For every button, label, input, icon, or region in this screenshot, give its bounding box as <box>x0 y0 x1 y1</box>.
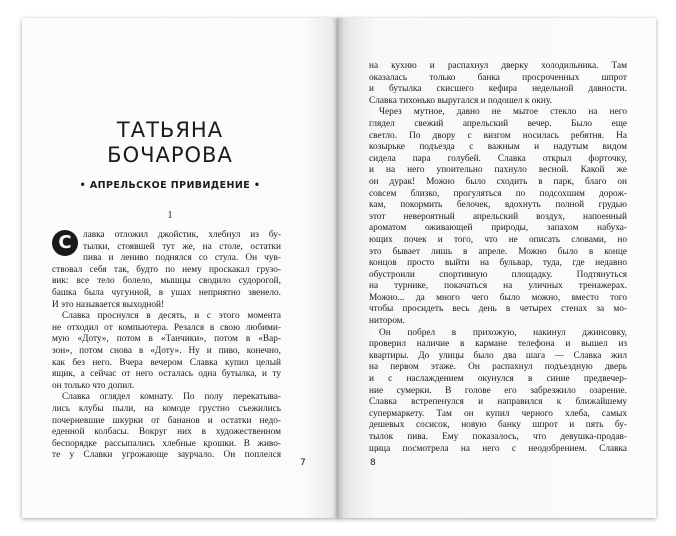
text-line: оказалась только банка просроченных шпрот <box>369 72 627 83</box>
text-line: Славка проснулся в десять, и с этого момента <box>62 311 281 322</box>
text-line: Славка встрепенулся и направился к ближайшему <box>369 397 627 408</box>
text-line: мую «Доту», потом в «Танчики», потом в «Вар- <box>52 334 281 345</box>
text-line: лавка отложил джойстик, хлебнул из бу- <box>83 230 281 240</box>
text-line: проверил наличие в кармане телефона и вышел из <box>369 339 627 350</box>
text-line: сидела пара голубей. Славка открыл форточку, <box>369 153 627 164</box>
page-number-left: 7 <box>300 458 306 468</box>
drop-cap: С <box>52 230 78 256</box>
text-line: и с наслаждением окунулся в синие предвечер- <box>369 374 627 385</box>
text-line: и бутылка скисшего кефира недельной давности. <box>369 84 627 95</box>
page-number-right: 8 <box>370 458 376 468</box>
text-line: зон», потом снова в «Доту». Ну и пиво, конечно, <box>52 345 281 356</box>
chapter-number: 1 <box>167 210 173 221</box>
text-line: те у Славки угрожающе заурчало. Он поплелся <box>52 450 281 461</box>
text-line: кам, покормить белочек, вдохнуть полной грудью <box>369 200 627 211</box>
text-line: ствовал себя так, будто по нему проскакал грузо- <box>52 264 281 275</box>
story-title: • АПРЕЛЬСКОЕ ПРИВИДЕНИЕ • <box>79 180 261 191</box>
text-line: светло. По двору с визгом носилась ребятня. На <box>369 130 627 141</box>
text-line: на кухню и распахнул дверку холодильника. Там <box>369 61 627 71</box>
text-line: концов просто выйти на бульвар, туда, где недавно <box>369 258 627 269</box>
text-line: дешевых сосисок, новую банку шпрот и пять бу- <box>369 420 627 431</box>
text-line: Можно... да много чего было можно, вместо того <box>369 292 627 303</box>
text-line: еденной колбасы. Вокруг них в художественном <box>52 427 281 438</box>
text-line: глядел свежий апрельский вечер. Было еще <box>369 118 627 129</box>
text-line: обустроили спортивную площадку. Подтянуться <box>369 269 627 280</box>
text-line: козырьке подъезда с важным и надутым видом <box>369 142 627 153</box>
author-last-name: БОЧАРОВА <box>107 143 233 167</box>
text-line: лись клубы пыли, на комоде грустно съежились <box>52 403 281 414</box>
text-line: как без него. Вчера вечером Славка купил целый <box>52 357 281 368</box>
text-line: тылок пива. Ему показалось, что девушка-продав- <box>369 432 627 442</box>
text-line: ние сумерки. В голове его забрезжило озарение. <box>369 385 627 396</box>
text-line: квартиры. До улицы было два шага — Славка жил <box>369 350 627 361</box>
text-line: беспорядке рассыпались хлебные крошки. В живо- <box>52 438 281 449</box>
text-line: ароматом оживающей природы, запахом набуха- <box>369 223 627 234</box>
author-first-name: ТАТЬЯНА <box>116 118 224 142</box>
author-name <box>60 118 280 168</box>
right-page-text <box>369 61 627 455</box>
left-page-text <box>52 230 281 462</box>
text-line: на турнике, покачаться на уличных тренажерах. <box>369 281 627 292</box>
book-spine-shadow <box>332 18 344 518</box>
text-line: ющих почек и того, что не описать словами, но <box>369 234 627 245</box>
text-line: почерневшие шкурки от бананов и остатки недо- <box>52 415 281 426</box>
text-line: супермаркету. Там он купил черного хлеба, самых <box>369 408 627 419</box>
text-line: совсем близко, прогуляться по подсохшим дорож- <box>369 188 627 199</box>
text-line: вик: все тело болело, мышцы сводило судорогой, <box>52 276 281 287</box>
text-line: Через мутное, давно не мытое стекло на него <box>379 107 627 118</box>
text-line: он дурак! Можно было сходить в парк, благо он <box>369 176 627 187</box>
text-line: этот невероятный апрельский воздух, напоенный <box>369 211 627 222</box>
text-line: Славка тихонько выругался и подошел к окну. <box>369 95 552 106</box>
text-line: нитором. <box>369 316 405 327</box>
text-line: он только что допил. <box>52 380 135 391</box>
text-line: это бывает лишь в апреле. Можно было в конце <box>369 246 627 257</box>
text-line: Славка оглядел комнату. По полу перекатыва- <box>62 392 281 403</box>
text-line: чтобы просидеть весь день в четырех стенах за мо- <box>369 304 627 315</box>
text-line: и на него упоительно пахнуло весной. Какой же <box>369 165 627 176</box>
text-line: тылки, стоявшей тут же, на столе, остатки <box>83 241 281 252</box>
text-line: И это называется выходной! <box>52 299 165 310</box>
text-line: не отходил от компьютера. Резался в свою любими- <box>52 322 281 333</box>
text-line: пива и лениво поднялся со стула. Он чув- <box>83 253 281 264</box>
text-line: ящик, а сейчас от него осталась одна бутылка, и ту <box>52 369 281 380</box>
text-line: башка была чугунной, в ушах неприятно звенело. <box>52 287 281 298</box>
text-line: Он побрел в прихожую, накинул джинсовку, <box>379 327 627 338</box>
text-line: на первом этаже. Он распахнул подъездную дверь <box>369 362 627 373</box>
text-line: щица посмотрела на него с неодобрением. Славка <box>369 443 627 454</box>
